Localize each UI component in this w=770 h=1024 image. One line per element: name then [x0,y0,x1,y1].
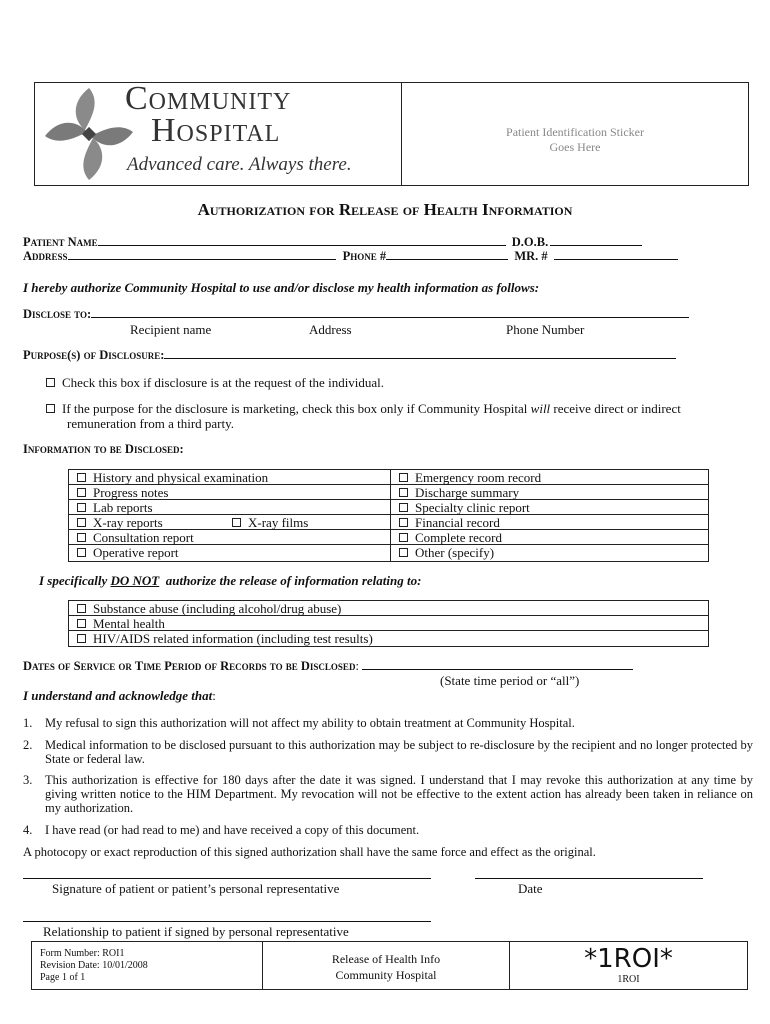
footer-box [31,941,748,990]
info-checkbox[interactable] [77,473,86,482]
list-item [23,716,753,730]
info-checkbox[interactable] [77,503,86,512]
not-authorize-a: I specifically [39,573,111,588]
signature-label: Signature of patient or patient’s personal representative [52,881,340,896]
info-item-label: Financial record [415,515,500,530]
info-right-item[interactable] [391,485,708,500]
footer-barcode-area [510,944,747,986]
info-checkbox[interactable] [399,473,408,482]
not-authorize-emphasis: DO NOT [110,573,160,588]
marketing-row [46,401,746,431]
info-checkbox[interactable] [399,533,408,542]
info-right-item[interactable] [391,545,708,560]
info-checkbox[interactable] [77,533,86,542]
mr-label: MR. # [514,249,548,263]
marketing-text-c: remuneration from a third party. [67,416,235,431]
info-item-label: History and physical examination [93,470,269,485]
list-item [23,823,753,837]
xray-films-option[interactable] [232,515,308,530]
dob-label: D.O.B. [511,235,549,249]
authorize-statement: I hereby authorize Community Hospital to use and/or disclose my health information as follows: [23,280,540,295]
individual-request-checkbox[interactable] [46,378,55,387]
purpose-field[interactable] [164,347,676,359]
acknowledge-heading: I understand and acknowledge that: [23,688,216,703]
sensitive-item-label: Mental health [93,616,165,631]
info-left-item[interactable] [69,530,390,545]
recipient-caption: Recipient name [130,322,212,337]
info-left-item[interactable] [69,515,390,530]
sticker-area [402,125,748,155]
sensitive-item[interactable] [69,601,708,616]
info-checkbox[interactable] [399,503,408,512]
info-right-col [391,470,708,560]
footer-center-2: Community Hospital [335,968,437,982]
sensitive-item-label: Substance abuse (including alcohol/drug abuse) [93,601,342,616]
disclose-to-field[interactable] [91,306,689,318]
marketing-text-b: receive direct or indirect [550,401,681,416]
info-checkbox[interactable] [399,548,408,557]
signature-line[interactable] [23,878,431,879]
list-item [23,773,753,815]
individual-request-text: Check this box if disclosure is at the request of the individual. [62,375,385,390]
dates-hint: (State time period or “all”) [440,673,580,688]
relationship-label: Relationship to patient if signed by personal representative [43,924,349,939]
phone-field[interactable] [386,248,508,260]
patient-name-label: Patient Name [23,235,98,249]
info-checkbox[interactable] [399,518,408,527]
sensitive-item[interactable] [69,616,708,631]
mr-field[interactable] [554,248,678,260]
logo [39,80,399,184]
list-item-text: I have read (or had read to me) and have received a copy of this document. [45,823,420,837]
info-table [68,469,709,562]
info-item-label: Emergency room record [415,470,542,485]
info-checkbox[interactable] [77,548,86,557]
list-item-number: 3. [23,773,33,787]
info-label: Information to be Disclosed: [23,442,184,456]
phone-caption: Phone Number [506,322,585,337]
info-item-label: Other (specify) [415,545,495,560]
page-title: Authorization for Release of Health Information [197,200,573,219]
info-item-label: Discharge summary [415,485,520,500]
address-row [23,248,678,264]
barcode: *1ROI* [584,944,673,974]
info-left-item[interactable] [69,545,390,560]
info-right-item[interactable] [391,515,708,530]
not-authorize-c: authorize the release of information relating to: [159,573,422,588]
info-left-item[interactable] [69,500,390,515]
list-item-text: Medical information to be disclosed pursuant to this authorization may be subject to re-disclosure by the recipient and no longer protected by State or federal law. [45,738,753,766]
sticker-line1: Patient Identification Sticker [506,125,644,139]
info-checkbox[interactable] [77,518,86,527]
purpose-row [23,347,676,363]
sensitive-checkbox[interactable] [77,604,86,613]
info-item-label: Consultation report [93,530,194,545]
logo-tagline: Advanced care. Always there. [127,154,352,175]
marketing-text-a: If the purpose for the disclosure is marketing, check this box only if Community Hospital [62,401,531,416]
page-number: Page 1 of 1 [40,972,86,983]
patient-name-field[interactable] [98,234,506,246]
dates-row: Dates of Service or Time Period of Records to be Disclosed: [23,658,633,674]
info-item-label: Specialty clinic report [415,500,530,515]
footer-meta [40,948,148,984]
marketing-checkbox[interactable] [46,404,55,413]
address-label: Address [23,249,68,263]
dob-field[interactable] [550,234,642,246]
acknowledge-text: I understand and acknowledge that [23,688,213,703]
info-checkbox[interactable] [399,488,408,497]
footer-center-1: Release of Health Info [331,952,441,966]
info-left-item[interactable] [69,485,390,500]
logo-line1: Community [125,80,292,117]
info-checkbox[interactable] [77,488,86,497]
xray-films-label: X-ray films [248,515,309,530]
info-item-label: X-ray reports [93,515,163,530]
list-item [23,738,753,766]
info-item-label: Lab reports [93,500,153,515]
sensitive-table [68,600,709,647]
address-caption: Address [309,322,352,337]
sensitive-checkbox[interactable] [77,634,86,643]
sensitive-item[interactable] [69,631,708,646]
list-item-number: 1. [23,716,33,730]
disclose-to-row [23,306,689,322]
info-item-label: Complete record [415,530,502,545]
date-line[interactable] [475,878,703,879]
date-label: Date [518,881,543,896]
sensitive-checkbox[interactable] [77,619,86,628]
marketing-will: will [530,401,551,416]
individual-request-row [46,375,384,391]
info-right-item[interactable] [391,500,708,515]
info-item-label: Progress notes [93,485,169,500]
address-field[interactable] [68,248,336,260]
revision-date: Revision Date: 10/01/2008 [40,960,148,971]
info-item-label: Operative report [93,545,179,560]
info-left-item[interactable] [69,470,390,485]
barcode-code: 1ROI [617,974,640,985]
sensitive-item-label: HIV/AIDS related information (including test results) [93,631,373,646]
form-number: Form Number: ROI1 [40,948,125,959]
sticker-line2: Goes Here [549,140,601,154]
footer-center [263,951,509,983]
list-item-text: This authorization is effective for 180 days after the date it was signed. I understand that I may revoke this authorization at any time by giving written notice to the HIM Department. My revocation will not be effective to the extent action has already been taken in reliance on my authorization. [45,773,753,815]
relationship-line[interactable] [23,921,431,922]
disclose-to-label: Disclose to: [23,307,92,321]
header-box [34,82,749,186]
dates-label: Dates of Service or Time Period of Records to be Disclosed [23,659,356,673]
list-item-number: 4. [23,823,33,837]
info-left-col [69,470,390,560]
list-item-number: 2. [23,738,33,752]
list-item-text: My refusal to sign this authorization will not affect my ability to obtain treatment at Community Hospital. [45,716,575,730]
not-authorize-statement [39,573,421,589]
info-right-item[interactable] [391,470,708,485]
purpose-label: Purpose(s) of Disclosure: [23,348,165,362]
phone-label: Phone # [342,249,387,263]
logo-line2: Hospital [151,112,281,149]
photocopy-statement: A photocopy or exact reproduction of this signed authorization shall have the same force and effect as the original. [23,845,596,859]
info-right-item[interactable] [391,530,708,545]
dates-field[interactable] [362,658,633,670]
logo-mark-icon [41,84,137,184]
xray-films-checkbox[interactable] [232,518,241,527]
